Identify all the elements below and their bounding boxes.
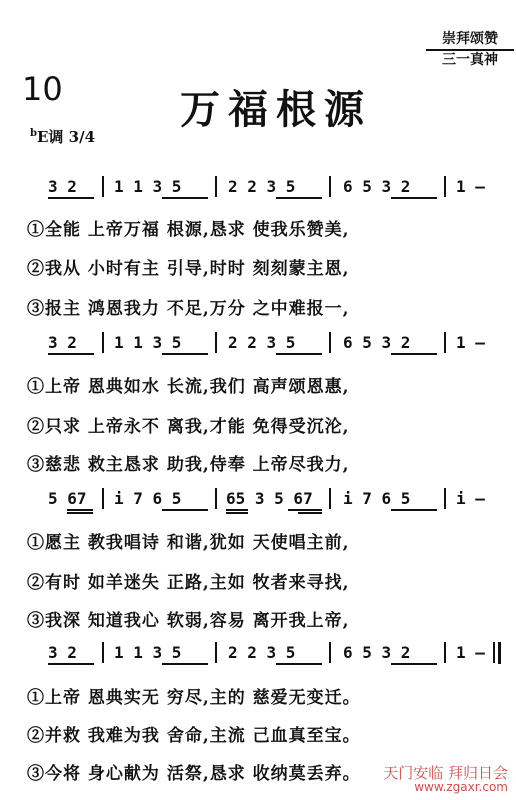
pickup-measure: 3 2 xyxy=(48,333,77,352)
measure-4: i – xyxy=(456,489,485,508)
key-signature-text: E调 3/4 xyxy=(37,128,96,146)
lyric-line: ①愿主 教我唱诗 和谐,犹如 天使唱主前, xyxy=(27,533,350,553)
key-signature xyxy=(30,126,95,147)
pickup-measure: 5 67 xyxy=(48,489,87,508)
measure-1: 1 1 3 5 xyxy=(114,333,182,352)
category-line-2: 三一真神 xyxy=(442,52,498,68)
measure-3: 6 5 3 2 xyxy=(343,177,411,196)
measure-2: 2 2 3 5 xyxy=(228,643,296,662)
pickup-measure: 3 2 xyxy=(48,177,77,196)
measure-3: i 7 6 5 xyxy=(343,489,411,508)
lyric-line: ③我深 知道我心 软弱,容易 离开我上帝, xyxy=(27,611,350,631)
watermark-line-2: www.zgaxr.com xyxy=(414,780,508,794)
measure-2: 65 3 5 67 xyxy=(226,489,313,508)
lyric-line: ②有时 如羊迷失 正路,主如 牧者来寻找, xyxy=(27,573,350,593)
lyric-line: ②只求 上帝永不 离我,才能 免得受沉沦, xyxy=(27,417,350,437)
flat-sign: b xyxy=(30,128,37,139)
lyric-line: ①上帝 恩典实无 穷尽,主的 慈爱无变迁。 xyxy=(27,688,361,708)
measure-1: 1 1 3 5 xyxy=(114,177,182,196)
pickup-measure: 3 2 xyxy=(48,643,77,662)
category-label xyxy=(426,30,514,70)
measure-4: 1 – xyxy=(456,333,485,352)
lyric-line: ②我从 小时有主 引导,时时 刻刻蒙主恩, xyxy=(27,259,350,279)
measure-3: 6 5 3 2 xyxy=(343,643,411,662)
watermark xyxy=(383,766,508,794)
measure-2: 2 2 3 5 xyxy=(228,333,296,352)
category-line-1: 崇拜颂赞 xyxy=(442,31,498,47)
measure-1: i 7 6 5 xyxy=(114,489,182,508)
lyric-line: ①上帝 恩典如水 长流,我们 高声颂恩惠, xyxy=(27,377,350,397)
lyric-line: ③今将 身心献为 活祭,恳求 收纳莫丢弃。 xyxy=(27,764,361,784)
watermark-line-1: 天门安临 拜归日会 xyxy=(383,764,508,782)
lyric-line: ③慈悲 救主恳求 助我,侍奉 上帝尽我力, xyxy=(27,455,350,475)
hymn-title: 万福根源 xyxy=(180,86,372,133)
lyric-line: ①全能 上帝万福 根源,恳求 使我乐赞美, xyxy=(27,220,350,240)
measure-4: 1 – xyxy=(456,643,485,662)
measure-3: 6 5 3 2 xyxy=(343,333,411,352)
lyric-line: ③报主 鸿恩我力 不足,万分 之中难报一, xyxy=(27,299,350,319)
measure-1: 1 1 3 5 xyxy=(114,643,182,662)
measure-2: 2 2 3 5 xyxy=(228,177,296,196)
lyric-line: ②并救 我难为我 舍命,主流 己血真至宝。 xyxy=(27,726,361,746)
hymn-number: 10 xyxy=(22,70,63,108)
measure-4: 1 – xyxy=(456,177,485,196)
